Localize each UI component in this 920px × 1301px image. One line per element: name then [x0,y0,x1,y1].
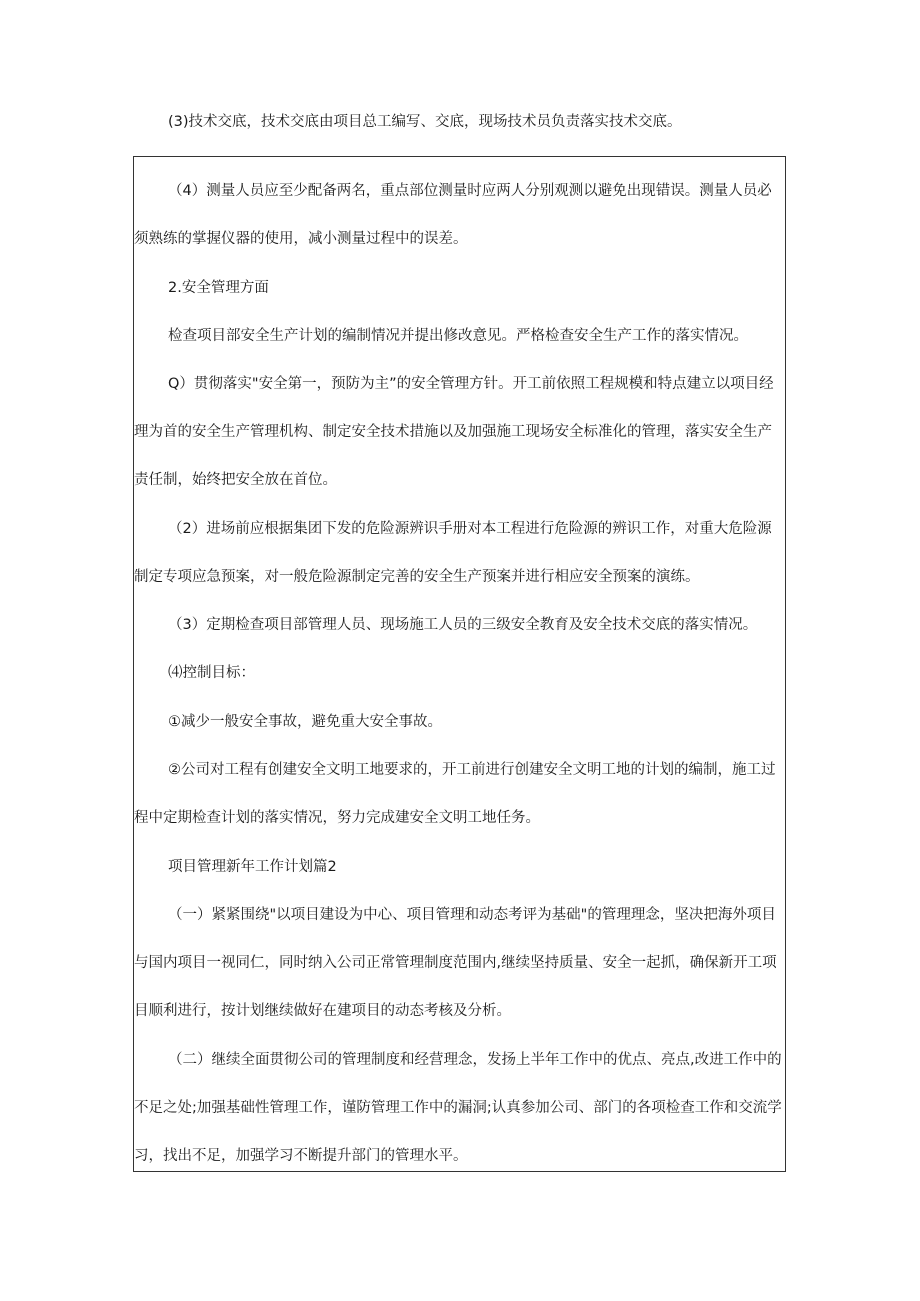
paragraph-line: （4）测量人员应至少配备两名，重点部位测量时应两人分别观测以避免出现错误。测量人员必 [168,183,772,199]
paragraph-line: 责任制，始终把安全放在首位。 [134,472,337,488]
paragraph-line: 与国内项目一视同仁，同时纳入公司正常管理制度范围内,继续坚持质量、安全一起抓，确保新开工项 [134,955,777,971]
paragraph-surveying [134,167,782,263]
paragraph-line: ①减少一般安全事故，避免重大安全事故。 [168,714,442,730]
paragraph-line: 程中定期检查计划的落实情况，努力完成建安全文明工地任务。 [134,810,540,826]
paragraph-line: 目顺利进行，按计划继续做好在建项目的动态考核及分析。 [134,1003,511,1019]
paragraph-safety-policy [134,360,782,504]
paragraph-line: 理为首的安全生产管理机构、制定安全技术措施以及加强施工现场安全标准化的管理，落实安全生产 [134,424,772,440]
paragraph-hazard-identification [134,505,782,601]
heading-plan-part-2 [168,843,782,891]
paragraph-line: （2）进场前应根据集团下发的危险源辨识手册对本工程进行危险源的辨识工作，对重大危险源 [168,521,772,537]
paragraph-project-construction-center [134,891,782,1035]
paragraph-line: （3）定期检查项目部管理人员、现场施工人员的三级安全教育及安全技术交底的落实情况。 [168,617,758,633]
paragraph-line: （二）继续全面贯彻公司的管理制度和经营理念，发扬上半年工作中的优点、亮点,改进工作中的 [168,1052,782,1068]
heading-safety-management [168,264,782,312]
paragraph-line: Q）贯彻落实"安全第一，预防为主”的安全管理方针。开工前依照工程规模和特点建立以项目经 [168,376,774,392]
heading-control-targets [168,649,782,697]
top-line-technical-briefing: (3)技术交底，技术交底由项目总工编写、交底，现场技术员负责落实技术交底。 [168,114,682,130]
paragraph-line: 检查项目部安全生产计划的编制情况并提出修改意见。严格检查安全生产工作的落实情况。 [168,328,748,344]
paragraph-line: 不足之处;加强基础性管理工作，谨防管理工作中的漏洞;认真参加公司、部门的各项检查工作和交流学 [134,1100,782,1116]
paragraph-line: ②公司对工程有创建安全文明工地要求的，开工前进行创建安全文明工地的计划的编制，施工过 [168,762,776,778]
paragraph-civilized-site [134,746,782,842]
content-box [133,156,786,1172]
paragraph-line: ⑷控制目标： [168,665,255,681]
paragraph-line: 习，找出不足，加强学习不断提升部门的管理水平。 [134,1148,468,1164]
paragraph-line: 项目管理新年工作计划篇2 [168,859,337,875]
paragraph-safety-plan-check [168,312,782,360]
paragraph-line: 2.安全管理方面 [168,280,269,296]
paragraph-management-system [134,1036,782,1180]
paragraph-reduce-accidents [168,698,782,746]
paragraph-safety-education [168,601,782,649]
paragraph-line: 须熟练的掌握仪器的使用，减小测量过程中的误差。 [134,231,468,247]
paragraph-line: 制定专项应急预案，对一般危险源制定完善的安全生产预案并进行相应安全预案的演练。 [134,569,700,585]
paragraph-line: （一）紧紧围绕"以项目建设为中心、项目管理和动态考评为基础"的管理理念，坚决把海外项目 [168,907,776,923]
